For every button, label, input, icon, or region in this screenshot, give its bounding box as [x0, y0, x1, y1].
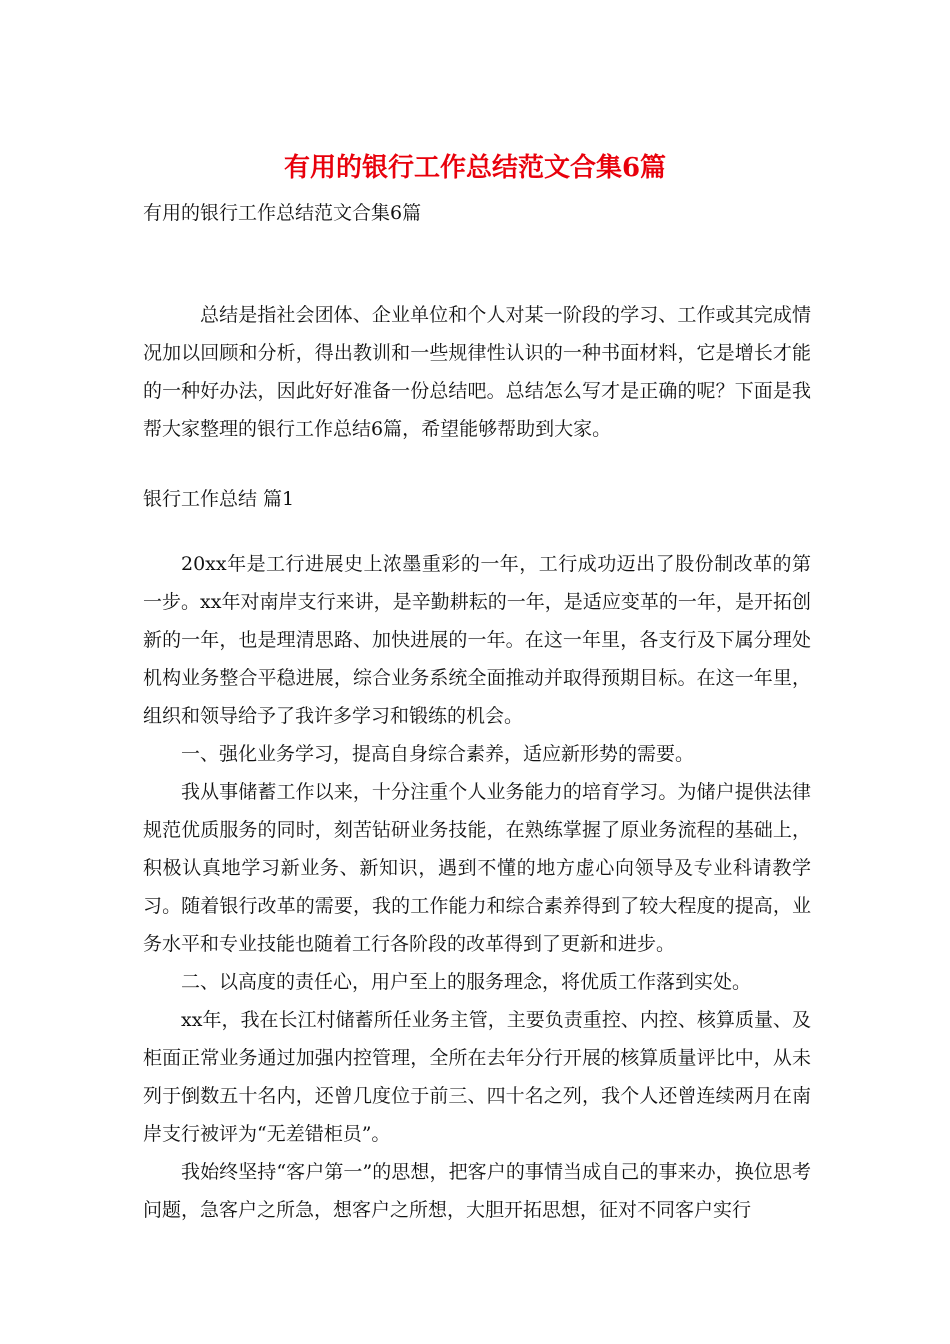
- section-heading: 银行工作总结 篇1: [143, 488, 295, 510]
- body-paragraph: 20xx年是工行进展史上浓墨重彩的一年，工行成功迈出了股份制改革的第一步。xx年对南岸支行来讲，是辛勤耕耘的一年，是适应变革的一年，是开拓创新的一年，也是理清思路、加快进展的一年。在这一年里，各支行及下属分理处机构业务整合平稳进展，综合业务系统全面推动并取得预期目标。在这一年里，组织和领导给予了我许多学习和锻练的机会。: [143, 553, 811, 727]
- body-paragraph: 一、强化业务学习，提高自身综合素养，适应新形势的需要。: [181, 743, 695, 765]
- body-paragraph: 我从事储蓄工作以来，十分注重个人业务能力的培育学习。为储户提供法律规范优质服务的同时，刻苦钻研业务技能，在熟练掌握了原业务流程的基础上，积极认真地学习新业务、新知识，遇到不懂的地方虚心向领导及专业科请教学习。随着银行改革的需要，我的工作能力和综合素养得到了较大程度的提高，业务水平和专业技能也随着工行各阶段的改革得到了更新和进步。: [143, 781, 811, 955]
- document-subtitle: 有用的银行工作总结范文合集6篇: [143, 202, 422, 224]
- intro-paragraph: 总结是指社会团体、企业单位和个人对某一阶段的学习、工作或其完成情况加以回顾和分析，得出教训和一些规律性认识的一种书面材料，它是增长才能的一种好办法，因此好好准备一份总结吧。总结怎么写才是正确的呢？下面是我帮大家整理的银行工作总结6篇，希望能够帮助到大家。: [143, 304, 811, 440]
- body-paragraph: 我始终坚持“客户第一”的思想，把客户的事情当成自己的事来办，换位思考问题，急客户之所急，想客户之所想，大胆开拓思想，征对不同客户实行: [143, 1161, 811, 1221]
- document-title: 有用的银行工作总结范文合集6篇: [283, 153, 667, 183]
- body-paragraph: xx年，我在长江村储蓄所任业务主管，主要负责重控、内控、核算质量、及柜面正常业务通过加强内控管理，全所在去年分行开展的核算质量评比中，从未列于倒数五十名内，还曾几度位于前三、四十名之列，我个人还曾连续两月在南岸支行被评为“无差错柜员”。: [143, 1009, 811, 1145]
- body-paragraph: 二、以高度的责任心，用户至上的服务理念，将优质工作落到实处。: [181, 971, 752, 993]
